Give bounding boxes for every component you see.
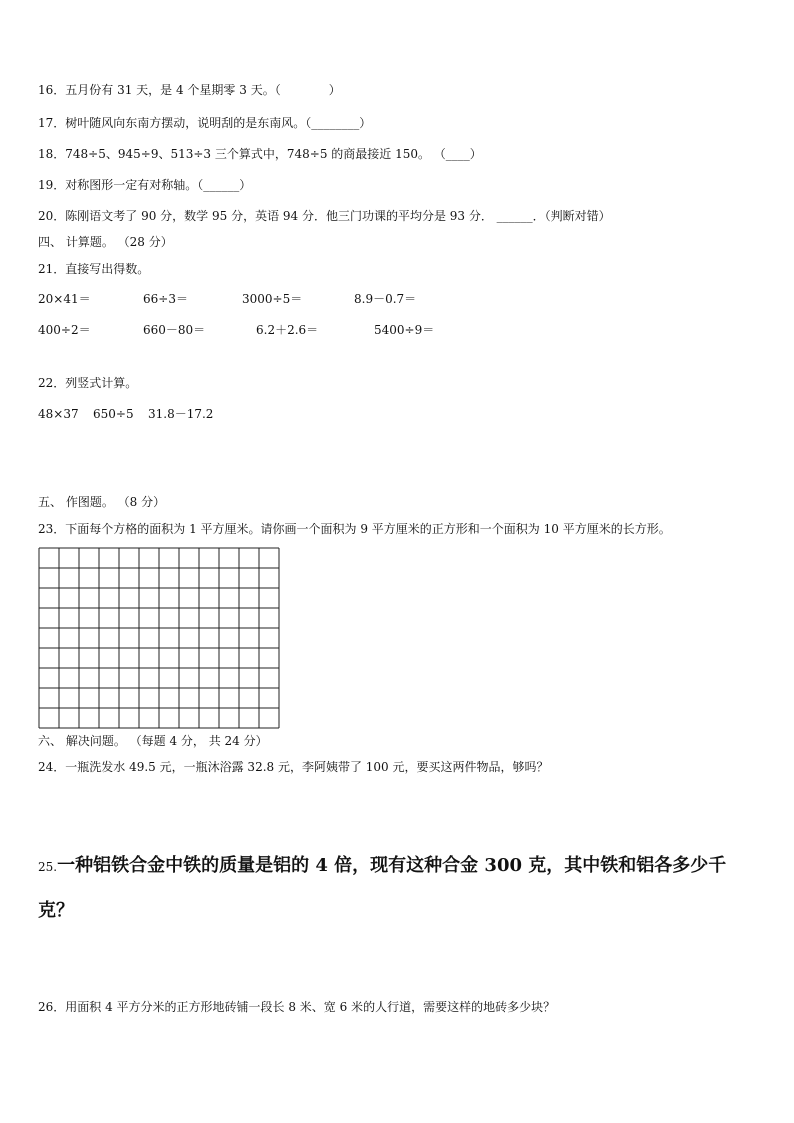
question-16: 16．五月份有 31 天，是 4 个星期零 3 天。（ ） bbox=[38, 83, 341, 97]
question-24: 24．一瓶洗发水 49.5 元，一瓶沐浴露 32.8 元，李阿姨带了 100 元，要买这两件物品，够吗？ bbox=[38, 760, 549, 774]
calc-item: 8.9－0.7＝ bbox=[354, 292, 417, 306]
calc-item: 66÷3＝ bbox=[143, 292, 188, 306]
question-18: 18．748÷5、945÷9、513÷3 三个算式中，748÷5 的商最接近 150。 （____） bbox=[38, 147, 482, 161]
calc-item: 660－80＝ bbox=[143, 323, 206, 337]
calc-item: 6.2＋2.6＝ bbox=[256, 323, 319, 337]
question-25 bbox=[38, 857, 768, 876]
vertical-calc-item: 31.8－17.2 bbox=[148, 407, 214, 421]
question-26: 26．用面积 4 平方分米的正方形地砖铺一段长 8 米、宽 6 米的人行道，需要这样的地砖多少块？ bbox=[38, 1000, 556, 1014]
calc-item: 20×41＝ bbox=[38, 292, 91, 306]
question-23: 23．下面每个方格的面积为 1 平方厘米。请你画一个面积为 9 平方厘米的正方形和一个面积为 10 平方厘米的长方形。 bbox=[38, 522, 671, 536]
section-6-header: 六、 解决问题。 （每题 4 分， 共 24 分） bbox=[38, 734, 268, 748]
vertical-calc-item: 48×37 bbox=[38, 407, 79, 421]
question-20: 20．陈刚语文考了 90 分，数学 95 分，英语 94 分．他三门功课的平均分是 93 分． ______．（判断对错） bbox=[38, 209, 611, 223]
section-5-header: 五、 作图题。 （8 分） bbox=[38, 495, 166, 509]
calc-item: 5400÷9＝ bbox=[374, 323, 435, 337]
square-grid bbox=[38, 547, 280, 729]
question-17: 17．树叶随风向东南方摆动，说明刮的是东南风。（________） bbox=[38, 116, 372, 130]
question-19: 19．对称图形一定有对称轴。（______） bbox=[38, 178, 252, 192]
section-4-header: 四、 计算题。 （28 分） bbox=[38, 235, 173, 249]
question-22-title: 22．列竖式计算。 bbox=[38, 376, 138, 390]
question-21-title: 21．直接写出得数。 bbox=[38, 262, 150, 276]
question-25-number: 25. bbox=[38, 860, 58, 874]
question-25-line-2: 克？ bbox=[38, 900, 74, 921]
calc-item: 400÷2＝ bbox=[38, 323, 91, 337]
vertical-calc-item: 650÷5 bbox=[93, 407, 134, 421]
question-25-text-line-1: 一种铝铁合金中铁的质量是铝的 4 倍，现有这种合金 300 克，其中铁和铝各多少千 bbox=[57, 855, 727, 876]
calc-item: 3000÷5＝ bbox=[242, 292, 303, 306]
